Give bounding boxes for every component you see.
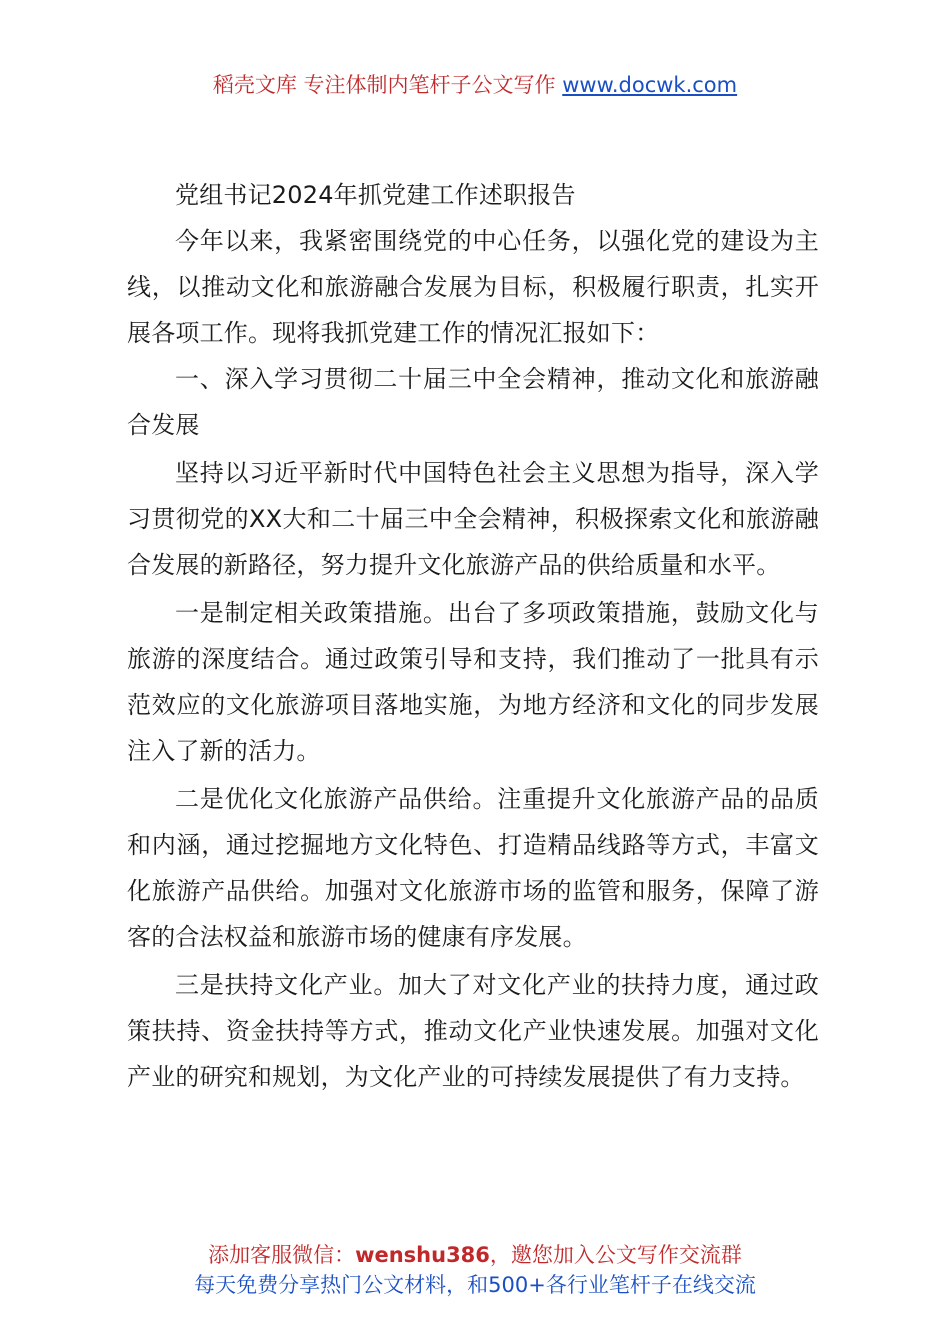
- document-title: 党组书记2024年抓党建工作述职报告: [175, 181, 576, 209]
- paragraph-item-2: 二是优化文化旅游产品供给。注重提升文化旅游产品的品质和内涵，通过挖掘地方文化特色、打造精品线路等方式，丰富文化旅游产品供给。加强对文化旅游市场的监管和服务，保障了游客的合法权益和旅游市场的健康有序发展。: [127, 785, 819, 951]
- header-website-link[interactable]: www.docwk.com: [562, 73, 738, 97]
- paragraph-item-3: 三是扶持文化产业。加大了对文化产业的扶持力度，通过政策扶持、资金扶持等方式，推动文化产业快速发展。加强对文化产业的研究和规划，为文化产业的可持续发展提供了有力支持。: [127, 971, 819, 1091]
- page-footer: [0, 1240, 950, 1300]
- header-brand-text: 稻壳文库 专注体制内笔杆子公文写作: [212, 73, 556, 97]
- paragraph-section-1-summary: 坚持以习近平新时代中国特色社会主义思想为指导，深入学习贯彻党的XX大和二十届三中全会精神，积极探索文化和旅游融合发展的新路径，努力提升文化旅游产品的供给质量和水平。: [127, 459, 819, 579]
- footer-contact-line: [0, 1240, 950, 1270]
- footer-wechat-id: wenshu386: [355, 1243, 490, 1267]
- footer-contact-prefix: 添加客服微信：: [208, 1243, 356, 1267]
- paragraph-item-1: 一是制定相关政策措施。出台了多项政策措施，鼓励文化与旅游的深度结合。通过政策引导和支持，我们推动了一批具有示范效应的文化旅游项目落地实施，为地方经济和文化的同步发展注入了新的活力。: [127, 599, 819, 765]
- section-heading-1: 一、深入学习贯彻二十届三中全会精神，推动文化和旅游融合发展: [127, 365, 819, 439]
- footer-promo-line: 每天免费分享热门公文材料，和500+各行业笔杆子在线交流: [194, 1273, 756, 1297]
- paragraph-intro: 今年以来，我紧密围绕党的中心任务，以强化党的建设为主线，以推动文化和旅游融合发展为目标，积极履行职责，扎实开展各项工作。现将我抓党建工作的情况汇报如下：: [127, 227, 819, 347]
- document-body: [127, 172, 819, 1100]
- page-header: [0, 70, 950, 100]
- footer-contact-suffix: ，邀您加入公文写作交流群: [489, 1243, 742, 1267]
